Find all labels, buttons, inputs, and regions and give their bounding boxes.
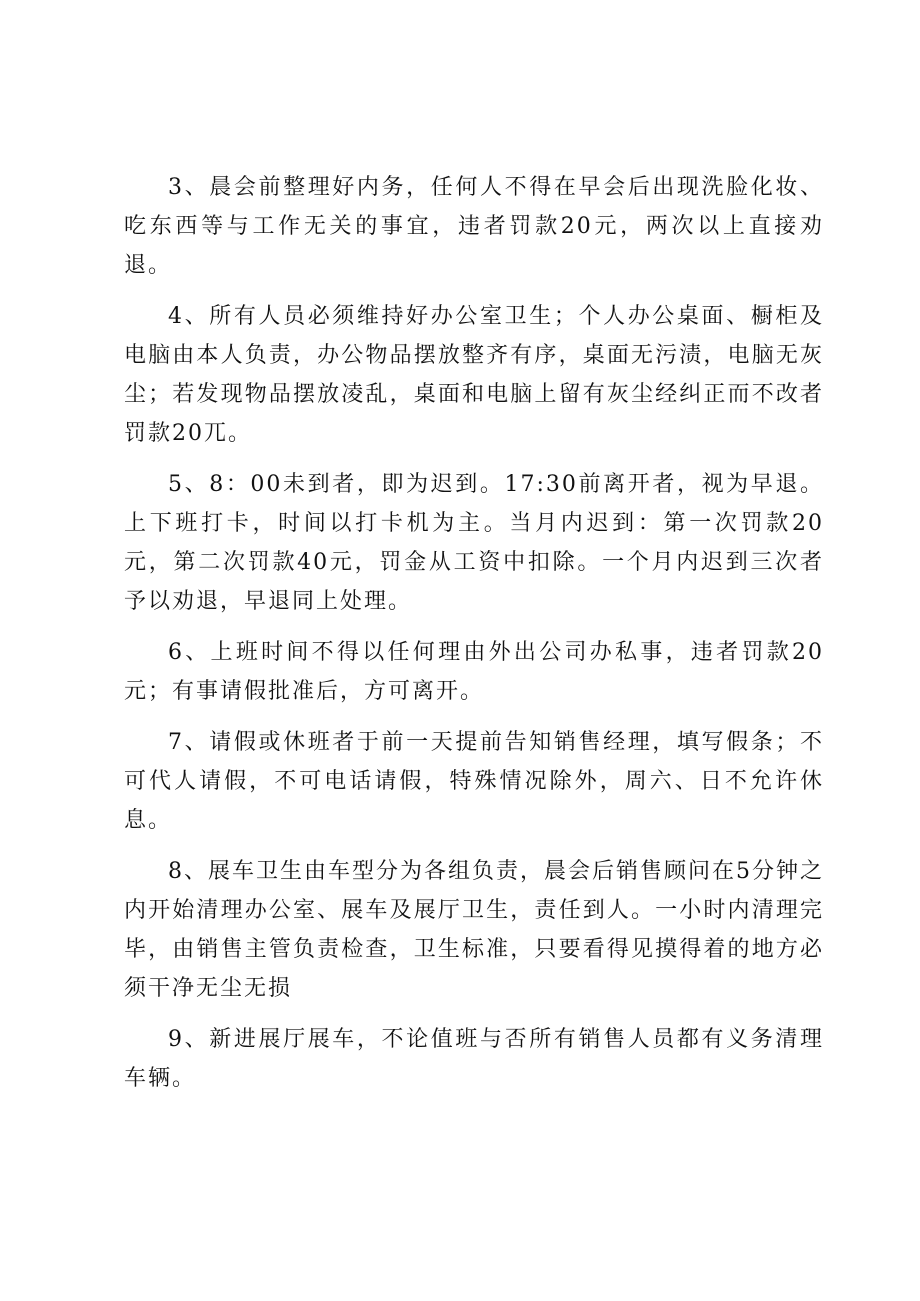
rule-paragraph-6: 6、上班时间不得以任何理由外出公司办私事，违者罚款20元；有事请假批准后，方可离开。 — [124, 640, 824, 704]
rule-paragraph-7: 7、请假或休班者于前一天提前告知销售经理，填写假条；不可代人请假，不可电话请假，特殊情况除外，周六、日不允许休息。 — [124, 730, 824, 833]
rule-paragraph-9: 9、新进展厅展车，不论值班与否所有销售人员都有义务清理车辆。 — [124, 1027, 824, 1091]
rule-paragraph-3: 3、晨会前整理好内务，任何人不得在早会后出现洗脸化妆、吃东西等与工作无关的事宜，违者罚款20元，两次以上直接劝退。 — [124, 175, 824, 278]
document-body — [124, 168, 824, 1110]
rule-paragraph-5: 5、8：00未到者，即为迟到。17:30前离开者，视为早退。上下班打卡，时间以打卡机为主。当月内迟到：第一次罚款20元，第二次罚款40元，罚金从工资中扣除。一个月内迟到三次者予以劝退，早退同上处理。 — [124, 472, 824, 614]
rule-paragraph-8: 8、展车卫生由车型分为各组负责，晨会后销售顾问在5分钟之内开始清理办公室、展车及展厅卫生，责任到人。一小时内清理完毕，由销售主管负责检查，卫生标准，只要看得见摸得着的地方必须干净无尘无损 — [124, 859, 824, 1001]
rule-paragraph-4: 4、所有人员必须维持好办公室卫生；个人办公桌面、橱柜及电脑由本人负责，办公物品摆放整齐有序，桌面无污渍，电脑无灰尘；若发现物品摆放凌乱，桌面和电脑上留有灰尘经纠正而不改者罚款20兀。 — [124, 304, 824, 446]
